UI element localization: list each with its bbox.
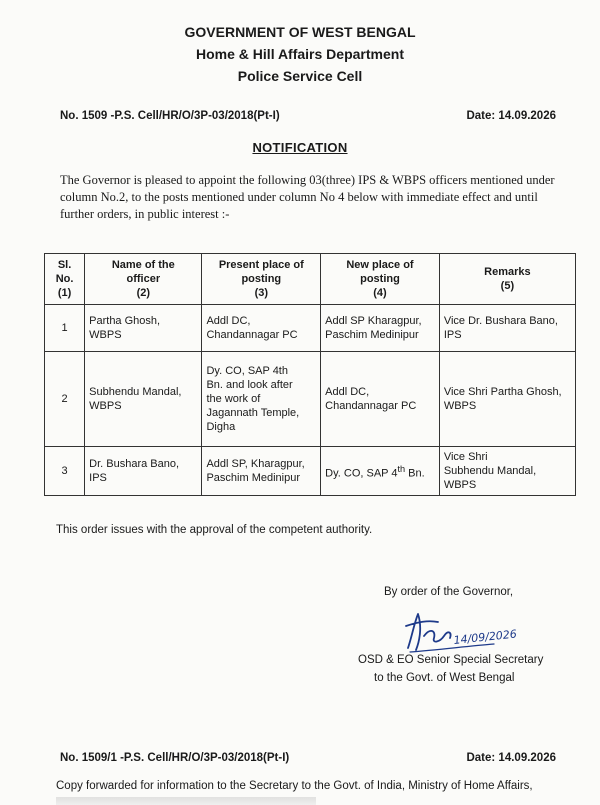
cell-new: Addl DC, Chandannagar PC bbox=[321, 352, 440, 447]
col-header-sl: Sl. No. (1) bbox=[45, 254, 85, 305]
cell-present: Addl DC, Chandannagar PC bbox=[202, 305, 321, 352]
col-header-name: Name of the officer (2) bbox=[85, 254, 202, 305]
table-row bbox=[45, 352, 576, 447]
cell-remarks: Vice Dr. Bushara Bano, IPS bbox=[439, 305, 575, 352]
by-order-line: By order of the Governor, bbox=[384, 586, 514, 598]
cut-off-text-line bbox=[56, 797, 316, 805]
copy-forwarded-line: Copy forwarded for information to the Secretary to the Govt. of India, Ministry of Home Affairs, bbox=[56, 780, 533, 792]
memo2-date: Date: 14.09.2026 bbox=[466, 752, 556, 764]
cell-new: Dy. CO, SAP 4th Bn. bbox=[321, 447, 440, 496]
approval-statement: This order issues with the approval of the competent authority. bbox=[56, 524, 373, 536]
header-government: GOVERNMENT OF WEST BENGAL bbox=[184, 24, 416, 40]
signature-date: 14/09/2026 bbox=[452, 627, 518, 647]
designation-line2: to the Govt. of West Bengal bbox=[374, 672, 515, 684]
cell-new: Addl SP Kharagpur, Paschim Medinipur bbox=[321, 305, 440, 352]
memo2-number: No. 1509/1 -P.S. Cell/HR/O/3P-03/2018(Pt-I) bbox=[60, 752, 290, 764]
memo-number: No. 1509 -P.S. Cell/HR/O/3P-03/2018(Pt-I) bbox=[60, 110, 280, 122]
notification-title: NOTIFICATION bbox=[252, 140, 348, 155]
cell-sl: 1 bbox=[45, 305, 85, 352]
cell-present: Dy. CO, SAP 4th Bn. and look after the work of Jagannath Temple, Digha bbox=[202, 352, 321, 447]
cell-name: Dr. Bushara Bano, IPS bbox=[85, 447, 202, 496]
cell-remarks: Vice Shri Partha Ghosh, WBPS bbox=[439, 352, 575, 447]
cell-remarks: Vice Shri Subhendu Mandal, WBPS bbox=[439, 447, 575, 496]
table-row bbox=[45, 447, 576, 496]
col-header-remarks: Remarks (5) bbox=[439, 254, 575, 305]
notification-body: The Governor is pleased to appoint the following 03(three) IPS & WBPS officers mentioned under column No.2, to the posts mentioned under column No 4 below with immediate effect and until further orders, in public interest :- bbox=[60, 173, 555, 221]
header-cell: Police Service Cell bbox=[237, 68, 363, 84]
table-header-row bbox=[45, 254, 576, 305]
col-header-new: New place of posting (4) bbox=[321, 254, 440, 305]
memo-date: Date: 14.09.2026 bbox=[466, 110, 556, 122]
table-row bbox=[45, 305, 576, 352]
cell-sl: 3 bbox=[45, 447, 85, 496]
appointment-table bbox=[44, 253, 576, 496]
cell-sl: 2 bbox=[45, 352, 85, 447]
cell-name: Partha Ghosh, WBPS bbox=[85, 305, 202, 352]
header-department: Home & Hill Affairs Department bbox=[196, 46, 404, 62]
cell-name: Subhendu Mandal, WBPS bbox=[85, 352, 202, 447]
cell-present: Addl SP, Kharagpur, Paschim Medinipur bbox=[202, 447, 321, 496]
col-header-present: Present place of posting (3) bbox=[202, 254, 321, 305]
handwritten-signature bbox=[398, 606, 548, 656]
designation-line1: OSD & EO Senior Special Secretary bbox=[358, 654, 544, 666]
